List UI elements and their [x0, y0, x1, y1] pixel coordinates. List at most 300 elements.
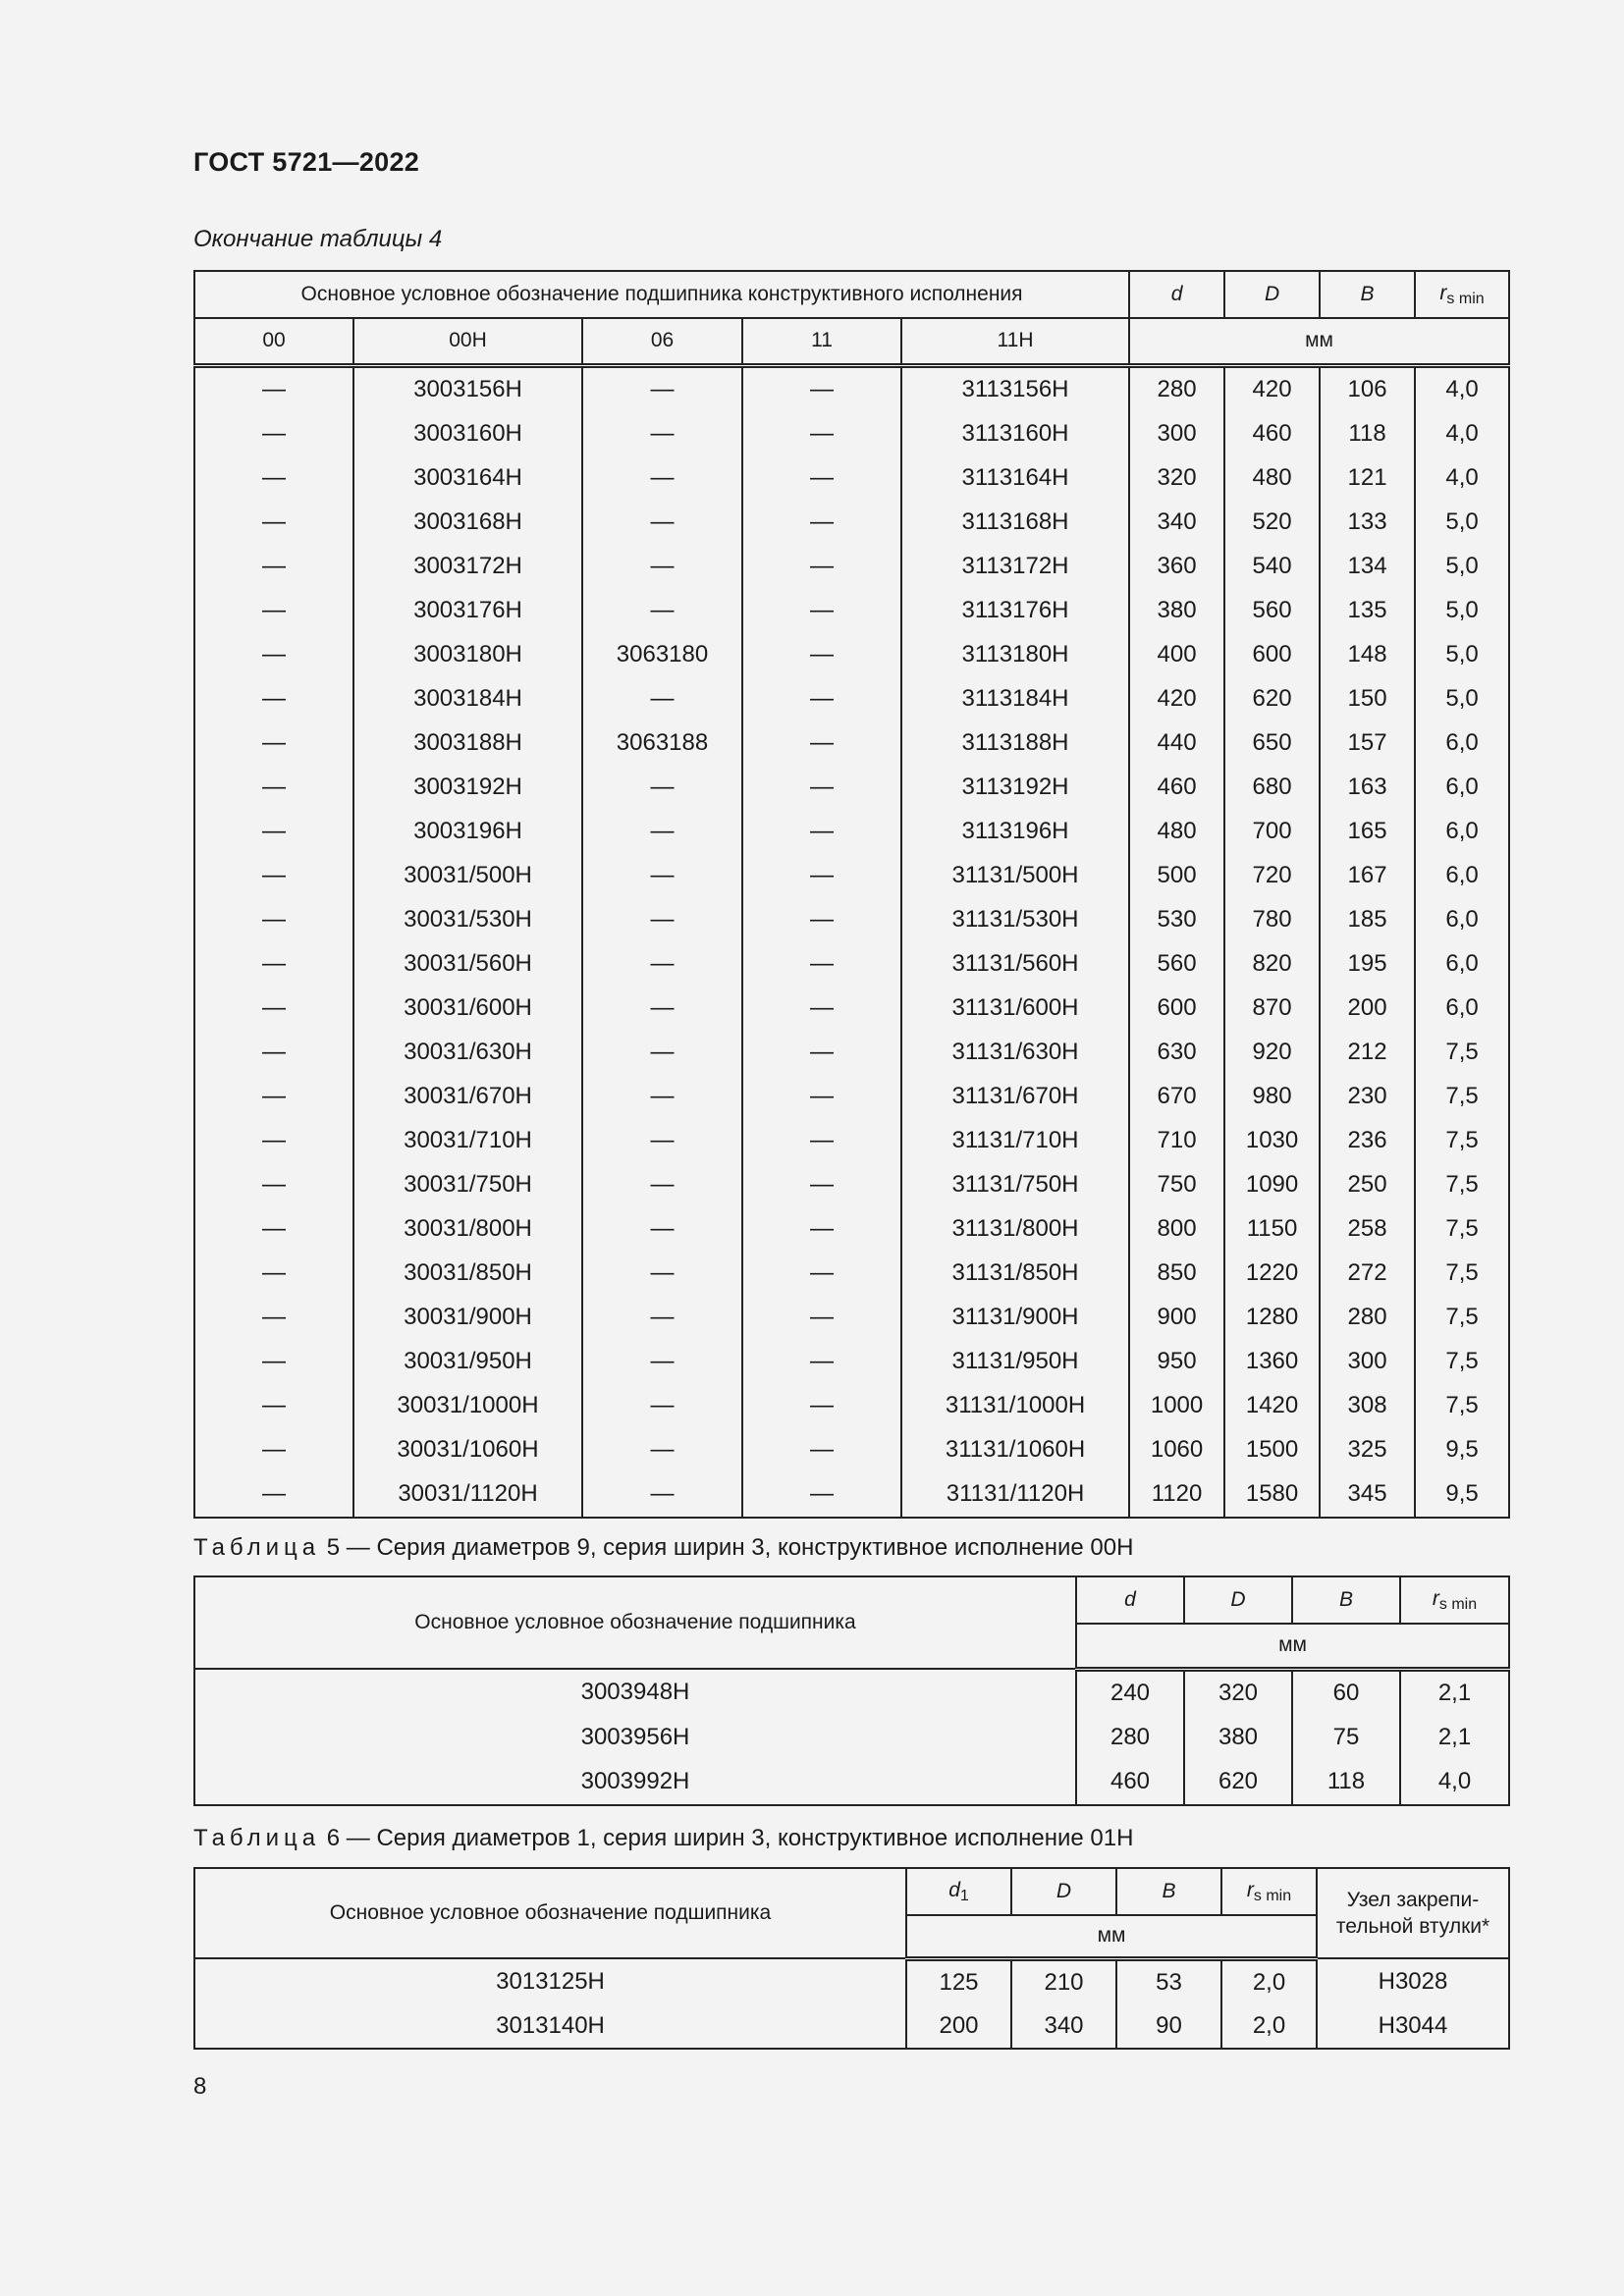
subheader-00N: 00Н — [353, 318, 582, 365]
table-cell: 720 — [1224, 854, 1320, 898]
table-cell: 30031/850Н — [353, 1252, 582, 1296]
table-cell: — — [582, 1119, 742, 1163]
table-cell: 250 — [1320, 1163, 1415, 1207]
table-cell: — — [194, 810, 353, 854]
table-cell: 148 — [1320, 633, 1415, 677]
table-cell: 345 — [1320, 1472, 1415, 1518]
table-cell: 320 — [1129, 456, 1224, 501]
table-cell: 3003156Н — [353, 365, 582, 412]
table-cell: 212 — [1320, 1031, 1415, 1075]
table-row — [194, 1760, 1509, 1805]
table-cell: 980 — [1224, 1075, 1320, 1119]
table-cell: 90 — [1116, 2004, 1221, 2049]
table-cell: — — [742, 589, 901, 633]
table-cell: — — [742, 1252, 901, 1296]
table-cell: 1500 — [1224, 1428, 1320, 1472]
table-cell: 300 — [1129, 412, 1224, 456]
table-cell: 135 — [1320, 589, 1415, 633]
table-cell: 1420 — [1224, 1384, 1320, 1428]
table-cell: — — [194, 987, 353, 1031]
table-cell: 1120 — [1129, 1472, 1224, 1518]
table-cell: 7,5 — [1415, 1119, 1509, 1163]
table-row — [194, 1252, 1509, 1296]
table-cell: 3113188Н — [901, 721, 1129, 766]
table-cell: 6,0 — [1415, 942, 1509, 987]
table-cell: 780 — [1224, 898, 1320, 942]
table-cell: 560 — [1129, 942, 1224, 987]
table-cell: 360 — [1129, 545, 1224, 589]
table-cell: — — [582, 942, 742, 987]
table-cell: 7,5 — [1415, 1163, 1509, 1207]
table-cell: 530 — [1129, 898, 1224, 942]
table-cell: 167 — [1320, 854, 1415, 898]
table-cell: 272 — [1320, 1252, 1415, 1296]
table-cell: 300 — [1320, 1340, 1415, 1384]
table-cell: 520 — [1224, 501, 1320, 545]
table-cell: — — [194, 677, 353, 721]
header-B: B — [1116, 1868, 1221, 1915]
table-cell: — — [742, 633, 901, 677]
table-row — [194, 854, 1509, 898]
table-cell: 950 — [1129, 1340, 1224, 1384]
table-cell: 3063180 — [582, 633, 742, 677]
table-cell: 820 — [1224, 942, 1320, 987]
table-row — [194, 1716, 1509, 1760]
table-row — [194, 1031, 1509, 1075]
table-cell: 340 — [1011, 2004, 1116, 2049]
table-row — [194, 1340, 1509, 1384]
table-cell: 118 — [1292, 1760, 1400, 1805]
table-cell: — — [742, 810, 901, 854]
bearing-designation-header: Основное условное обозначение подшипника — [194, 1576, 1076, 1669]
table-5-title: Таблица 5 — Серия диаметров 9, серия ширин 3, конструктивное исполнение 00Н — [193, 1534, 1134, 1561]
table-cell: — — [582, 1428, 742, 1472]
table-cell: 3113168Н — [901, 501, 1129, 545]
table-row — [194, 412, 1509, 456]
table-cell: 3003168Н — [353, 501, 582, 545]
table-cell: 280 — [1076, 1716, 1184, 1760]
header-rs-min: $r_{s min}$ — [1415, 271, 1509, 318]
table-cell: — — [742, 1163, 901, 1207]
table-cell: 380 — [1184, 1716, 1292, 1760]
table-cell: 53 — [1116, 1958, 1221, 2004]
table-cell: — — [194, 633, 353, 677]
table-row — [194, 898, 1509, 942]
table-cell: 31131/600Н — [901, 987, 1129, 1031]
table-cell: 460 — [1076, 1760, 1184, 1805]
table-cell: 30031/710Н — [353, 1119, 582, 1163]
page-number: 8 — [193, 2073, 207, 2100]
table-cell: 31131/500Н — [901, 854, 1129, 898]
table-cell: 3003196Н — [353, 810, 582, 854]
table-cell: — — [582, 1472, 742, 1518]
table-cell: 60 — [1292, 1669, 1400, 1716]
sleeve-assembly-header: Узел закрепи-тельной втулки* — [1317, 1868, 1509, 1958]
table-cell: 320 — [1184, 1669, 1292, 1716]
table-cell: 750 — [1129, 1163, 1224, 1207]
table-cell: — — [582, 987, 742, 1031]
table-cell: 30031/750Н — [353, 1163, 582, 1207]
table-cell: — — [194, 721, 353, 766]
table-cell: 650 — [1224, 721, 1320, 766]
table-cell: 1580 — [1224, 1472, 1320, 1518]
table-cell: 4,0 — [1415, 365, 1509, 412]
table-6-body — [194, 1958, 1509, 2049]
table-row — [194, 1163, 1509, 1207]
table-row — [194, 677, 1509, 721]
table-cell: — — [742, 987, 901, 1031]
table-cell: 380 — [1129, 589, 1224, 633]
table-cell: 31131/560Н — [901, 942, 1129, 987]
table-cell: 2,0 — [1221, 2004, 1317, 2049]
table-cell: — — [582, 501, 742, 545]
table-cell: 31131/800Н — [901, 1207, 1129, 1252]
table-cell: — — [582, 1296, 742, 1340]
table-cell: — — [582, 854, 742, 898]
header-B: B — [1292, 1576, 1400, 1624]
table-cell: 325 — [1320, 1428, 1415, 1472]
table-cell: 30031/530Н — [353, 898, 582, 942]
table-cell: 800 — [1129, 1207, 1224, 1252]
table-cell: 5,0 — [1415, 501, 1509, 545]
header-rs-min: $r_{s min}$ — [1221, 1868, 1317, 1915]
table-5 — [193, 1575, 1510, 1806]
table-cell: 420 — [1129, 677, 1224, 721]
table-cell: 700 — [1224, 810, 1320, 854]
table-cell: 30031/500Н — [353, 854, 582, 898]
table-cell: 258 — [1320, 1207, 1415, 1252]
table-cell: 3003164Н — [353, 456, 582, 501]
table-cell: — — [742, 456, 901, 501]
table-row — [194, 1119, 1509, 1163]
table-cell: 75 — [1292, 1716, 1400, 1760]
table-cell: 3003180Н — [353, 633, 582, 677]
table-cell: 3113196Н — [901, 810, 1129, 854]
table-cell: — — [742, 1472, 901, 1518]
table-cell: 3003160Н — [353, 412, 582, 456]
table-cell: 3003992Н — [194, 1760, 1076, 1805]
table-cell: — — [582, 1384, 742, 1428]
table-cell: 134 — [1320, 545, 1415, 589]
table-cell: 30031/1120Н — [353, 1472, 582, 1518]
table-cell: 133 — [1320, 501, 1415, 545]
table-cell: 7,5 — [1415, 1252, 1509, 1296]
table-row — [194, 810, 1509, 854]
table-cell: 2,0 — [1221, 1958, 1317, 2004]
header-d: d — [1129, 271, 1224, 318]
subheader-00: 00 — [194, 318, 353, 365]
subheader-11N: 11Н — [901, 318, 1129, 365]
table-row — [194, 1075, 1509, 1119]
table-row — [194, 1472, 1509, 1518]
table-cell: 7,5 — [1415, 1384, 1509, 1428]
table-cell: — — [582, 1340, 742, 1384]
table-cell: — — [742, 942, 901, 987]
table-cell: — — [742, 677, 901, 721]
table-cell: — — [194, 766, 353, 810]
table-cell: — — [194, 412, 353, 456]
table-cell: 920 — [1224, 1031, 1320, 1075]
table-cell: 31131/900Н — [901, 1296, 1129, 1340]
header-D: D — [1224, 271, 1320, 318]
table-cell: 870 — [1224, 987, 1320, 1031]
table-cell: — — [742, 1075, 901, 1119]
table-cell: 4,0 — [1415, 412, 1509, 456]
table-cell: 680 — [1224, 766, 1320, 810]
table-cell: 480 — [1129, 810, 1224, 854]
table-cell: 1090 — [1224, 1163, 1320, 1207]
table-cell: 30031/670Н — [353, 1075, 582, 1119]
table-cell: — — [742, 898, 901, 942]
table-cell: 125 — [906, 1958, 1011, 2004]
table-row — [194, 1669, 1509, 1716]
table-cell: — — [194, 1163, 353, 1207]
table-cell: 31131/850Н — [901, 1252, 1129, 1296]
table-cell: — — [742, 1119, 901, 1163]
table-cell: — — [194, 1075, 353, 1119]
table-cell: — — [194, 1207, 353, 1252]
table-cell: 118 — [1320, 412, 1415, 456]
table-cell: 460 — [1224, 412, 1320, 456]
table-cell: 3113164Н — [901, 456, 1129, 501]
table-cell: — — [194, 456, 353, 501]
header-d1: $d_1$ — [906, 1868, 1011, 1915]
unit-mm: мм — [1076, 1624, 1509, 1669]
table-cell: — — [582, 898, 742, 942]
table-cell: 30031/630Н — [353, 1031, 582, 1075]
table-cell: 1030 — [1224, 1119, 1320, 1163]
table-cell: — — [194, 1031, 353, 1075]
table-cell: 3003956Н — [194, 1716, 1076, 1760]
table-cell: — — [742, 721, 901, 766]
table-cell: 31131/670Н — [901, 1075, 1129, 1119]
table-cell: 7,5 — [1415, 1031, 1509, 1075]
table-cell: 3013140Н — [194, 2004, 906, 2049]
table-cell: 31131/710Н — [901, 1119, 1129, 1163]
table-cell: 3003188Н — [353, 721, 582, 766]
table-row — [194, 1958, 1509, 2004]
table-cell: — — [194, 854, 353, 898]
table-cell: — — [582, 456, 742, 501]
table-cell: 195 — [1320, 942, 1415, 987]
table-row — [194, 501, 1509, 545]
table-cell: 3113160Н — [901, 412, 1129, 456]
table-cell: 31131/950Н — [901, 1340, 1129, 1384]
table-cell: — — [582, 1207, 742, 1252]
subheader-11: 11 — [742, 318, 901, 365]
table-cell: 5,0 — [1415, 633, 1509, 677]
table-cell: 165 — [1320, 810, 1415, 854]
table-cell: — — [194, 501, 353, 545]
table-cell: 3113180Н — [901, 633, 1129, 677]
table-cell: 620 — [1224, 677, 1320, 721]
table-cell: 6,0 — [1415, 810, 1509, 854]
table-cell: 5,0 — [1415, 677, 1509, 721]
table-4-continuation-caption: Окончание таблицы 4 — [193, 226, 443, 252]
table-cell: 31131/1060Н — [901, 1428, 1129, 1472]
table-cell: — — [194, 1252, 353, 1296]
table-cell: 157 — [1320, 721, 1415, 766]
table-cell: 236 — [1320, 1119, 1415, 1163]
table-cell: — — [194, 1340, 353, 1384]
table-cell: 7,5 — [1415, 1207, 1509, 1252]
table-cell: 850 — [1129, 1252, 1224, 1296]
table-cell: 5,0 — [1415, 589, 1509, 633]
table-cell: 6,0 — [1415, 766, 1509, 810]
table-cell: — — [742, 766, 901, 810]
table-cell: Н3028 — [1317, 1958, 1509, 2004]
table-cell: 30031/900Н — [353, 1296, 582, 1340]
table-cell: 3013125Н — [194, 1958, 906, 2004]
table-4-body — [194, 365, 1509, 1518]
table-cell: 3113172Н — [901, 545, 1129, 589]
table-row — [194, 1428, 1509, 1472]
table-row — [194, 1296, 1509, 1340]
table-cell: 106 — [1320, 365, 1415, 412]
table-cell: 7,5 — [1415, 1296, 1509, 1340]
bearing-designation-group-header: Основное условное обозначение подшипника конструктивного исполнения — [194, 271, 1129, 318]
table-row — [194, 365, 1509, 412]
table-cell: 3003172Н — [353, 545, 582, 589]
unit-mm: мм — [1129, 318, 1509, 365]
table-cell: Н3044 — [1317, 2004, 1509, 2049]
document-header: ГОСТ 5721—2022 — [193, 147, 420, 177]
table-cell: 30031/800Н — [353, 1207, 582, 1252]
table-cell: — — [582, 766, 742, 810]
table-cell: 240 — [1076, 1669, 1184, 1716]
table-cell: 30031/1000Н — [353, 1384, 582, 1428]
table-row — [194, 633, 1509, 677]
table-cell: 163 — [1320, 766, 1415, 810]
table-cell: 420 — [1224, 365, 1320, 412]
table-cell: 1360 — [1224, 1340, 1320, 1384]
table-6-title: Таблица 6 — Серия диаметров 1, серия ширин 3, конструктивное исполнение 01Н — [193, 1825, 1134, 1851]
table-cell: 7,5 — [1415, 1075, 1509, 1119]
table-cell: 3003192Н — [353, 766, 582, 810]
table-cell: — — [194, 898, 353, 942]
table-cell: — — [742, 545, 901, 589]
table-cell: 440 — [1129, 721, 1224, 766]
table-cell: — — [742, 412, 901, 456]
table-cell: 6,0 — [1415, 898, 1509, 942]
table-cell: 710 — [1129, 1119, 1224, 1163]
table-cell: — — [582, 545, 742, 589]
table-cell: 460 — [1129, 766, 1224, 810]
table-cell: 3003184Н — [353, 677, 582, 721]
table-cell: — — [194, 1296, 353, 1340]
table-cell: 31131/630Н — [901, 1031, 1129, 1075]
table-cell: 6,0 — [1415, 721, 1509, 766]
table-cell: — — [742, 1428, 901, 1472]
table-cell: 30031/560Н — [353, 942, 582, 987]
table-row — [194, 589, 1509, 633]
table-row — [194, 545, 1509, 589]
table-cell: 1060 — [1129, 1428, 1224, 1472]
table-cell: 3063188 — [582, 721, 742, 766]
table-cell: — — [582, 412, 742, 456]
table-row — [194, 2004, 1509, 2049]
header-rs-min: $r_{s min}$ — [1400, 1576, 1509, 1624]
table-cell: 2,1 — [1400, 1669, 1509, 1716]
table-row — [194, 1384, 1509, 1428]
table-cell: 670 — [1129, 1075, 1224, 1119]
table-cell: 150 — [1320, 677, 1415, 721]
table-cell: — — [742, 365, 901, 412]
table-cell: — — [194, 942, 353, 987]
table-cell: 1280 — [1224, 1296, 1320, 1340]
table-cell: — — [194, 1384, 353, 1428]
table-cell: — — [742, 1031, 901, 1075]
table-cell: — — [194, 1119, 353, 1163]
table-cell: 200 — [906, 2004, 1011, 2049]
table-cell: — — [194, 545, 353, 589]
subheader-06: 06 — [582, 318, 742, 365]
table-row — [194, 1207, 1509, 1252]
unit-mm: мм — [906, 1915, 1317, 1958]
table-cell: 121 — [1320, 456, 1415, 501]
table-row — [194, 721, 1509, 766]
table-cell: 1000 — [1129, 1384, 1224, 1428]
table-cell: — — [582, 1163, 742, 1207]
table-cell: — — [582, 677, 742, 721]
table-cell: 400 — [1129, 633, 1224, 677]
table-cell: 30031/950Н — [353, 1340, 582, 1384]
table-cell: 5,0 — [1415, 545, 1509, 589]
table-cell: 560 — [1224, 589, 1320, 633]
table-row — [194, 942, 1509, 987]
table-cell: 3113176Н — [901, 589, 1129, 633]
table-cell: 31131/530Н — [901, 898, 1129, 942]
bearing-designation-header: Основное условное обозначение подшипника — [194, 1868, 906, 1958]
table-cell: 31131/750Н — [901, 1163, 1129, 1207]
table-cell: 630 — [1129, 1031, 1224, 1075]
table-cell: — — [194, 1472, 353, 1518]
table-cell: 9,5 — [1415, 1472, 1509, 1518]
header-B: B — [1320, 271, 1415, 318]
table-cell: — — [194, 589, 353, 633]
table-cell: 31131/1000Н — [901, 1384, 1129, 1428]
table-cell: 280 — [1320, 1296, 1415, 1340]
table-cell: 620 — [1184, 1760, 1292, 1805]
table-cell: 200 — [1320, 987, 1415, 1031]
table-cell: 900 — [1129, 1296, 1224, 1340]
table-cell: — — [194, 365, 353, 412]
table-cell: — — [582, 1031, 742, 1075]
table-cell: 3113184Н — [901, 677, 1129, 721]
table-cell: 1220 — [1224, 1252, 1320, 1296]
table-cell: — — [582, 1252, 742, 1296]
header-d: d — [1076, 1576, 1184, 1624]
table-cell: — — [742, 1340, 901, 1384]
table-cell: — — [582, 589, 742, 633]
table-cell: — — [742, 854, 901, 898]
table-cell: 31131/1120Н — [901, 1472, 1129, 1518]
table-cell: 9,5 — [1415, 1428, 1509, 1472]
table-cell: 4,0 — [1400, 1760, 1509, 1805]
table-cell: 2,1 — [1400, 1716, 1509, 1760]
table-cell: 3003176Н — [353, 589, 582, 633]
header-D: D — [1011, 1868, 1116, 1915]
table-cell: 30031/600Н — [353, 987, 582, 1031]
table-cell: 30031/1060Н — [353, 1428, 582, 1472]
table-row — [194, 987, 1509, 1031]
table-cell: 7,5 — [1415, 1340, 1509, 1384]
table-row — [194, 766, 1509, 810]
table-cell: 3113192Н — [901, 766, 1129, 810]
table-cell: — — [194, 1428, 353, 1472]
table-cell: 3113156Н — [901, 365, 1129, 412]
table-cell: 185 — [1320, 898, 1415, 942]
